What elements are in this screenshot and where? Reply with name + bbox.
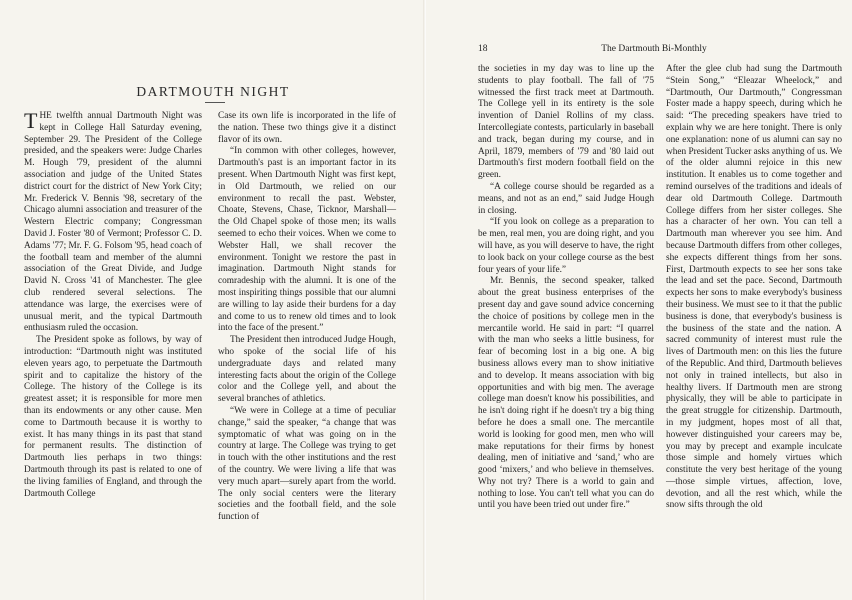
paragraph bbox=[218, 111, 396, 146]
paragraph bbox=[218, 406, 396, 524]
paragraph-text: Mr. Bennis, the second speaker, talked about the great business enterprises of the present day and gave sound advice concerning the choice of positions by college men in the mercantile world. He said in part: “I quarrel with the man who seeks a little business, for fear of becoming lost in a big one. A big business allows every man to show initiative and to develop. It means association with big opportunities and with big men. The average college man doesn't know his possibilities, and he isn't doing right if he doesn't try a big thing before he does a small one. The mercantile world is looking for good men, men who will make reputations for their firms by honest dealing, men of initiative and ‘sand,’ who are good ‘mixers,’ and who believe in themselves. Why not try? There is a world to gain and nothing to lose. You can't tell what you can do until you have been tried out under fire.” bbox=[478, 276, 654, 511]
article-title: DARTMOUTH NIGHT bbox=[136, 84, 290, 99]
paragraph-text: “In common with other colleges, however, Dartmouth's past is an important factor in its present. When Dartmouth Night was first kept, in Old Dartmouth, we relied on our environment to recall the past. Webster, Choate, Stevens, Chase, Ticknor, Marshall—the Old Chapel spoke of those men; its walls seemed to echo their voices. When we come to Webster Hall, we shall recover the environment. Tonight we restore the past in imagination. Dartmouth Night stands for comradeship with the alumni. It is one of the most inspiriting things possible that our alumni are willing to lay aside their burdens for a day and come to us to renew old times and to look into the face of the present.” bbox=[218, 146, 396, 334]
paragraph bbox=[478, 64, 654, 182]
paragraph-text: HE twelfth annual Dartmouth Night was kept in College Hall Saturday evening, September 29. The President of the College presided, and the speakers were: Judge Charles M. Hough '79, president of the alumni association and judge of the United States district court for the district of New York City; Mr. Frederick V. Bennis '98, secretary of the Chicago alumni association and treasurer of the Western Electric company; Congressman David J. Foster '80 of Vermont; Professor C. D. Adams '77; Mr. F. G. Folsom '95, head coach of the football team and member of the alumni association of the Great Divide, and Judge David N. Cross '41 of Manchester. The glee club rendered several selections. The attendance was large, the exercises were of unusual merit, and the typical Dartmouth enthusiasm ruled the occasion. bbox=[24, 111, 202, 334]
left-page-column-2 bbox=[218, 111, 396, 524]
paragraph-text: “A college course should be regarded as a means, and not as an end,” said Judge Hough in closing. bbox=[478, 181, 654, 216]
paragraph-text: The President spoke as follows, by way of introduction: “Dartmouth night was instituted eleven years ago, to perpetuate the Dartmouth spirit and to capitalize the history of the College. The history of the College is its greatest asset; it is responsible for more men than its endowments or any other cause. Men come to Dartmouth because it is worthy to exist. It has many things in its past that stand for permanent results. The distinction of Dartmouth lies perhaps in two things: Dartmouth through its past is related to one of the living families of England, and through the Dartmouth College bbox=[24, 335, 202, 499]
paragraph bbox=[478, 217, 654, 276]
paragraph-text: The President then introduced Judge Hough, who spoke of the social life of his undergraduate days and related many interesting facts about the origin of the College color and the College yell, and about the several branches of athletics. bbox=[218, 335, 396, 405]
paragraph bbox=[478, 276, 654, 512]
right-page-column-2 bbox=[666, 64, 842, 512]
paragraph-text: Case its own life is incorporated in the life of the nation. These two things give it a distinct flavor of its own. bbox=[218, 111, 396, 145]
right-page-column-1 bbox=[478, 64, 654, 512]
paragraph bbox=[666, 64, 842, 512]
paragraph bbox=[24, 108, 202, 335]
paragraph-text: After the glee club had sung the Dartmouth “Stein Song,” “Eleazar Wheelock,” and “Dartmouth, Our Dartmouth,” Congressman Foster made a happy speech, during which he said: “The preceding speakers have tried to explain why we are here tonight. There is only one explanation: none of us alumni can say no when President Tucker asks anything of us. We of the older alumni rejoice in this new institution. It enables us to come together and remind ourselves of the traditions and ideals of dear old Dartmouth College. Dartmouth College differs from her sister colleges. She has a character of her own. You can tell a Dartmouth man wherever you see him. And because Dartmouth differs from other colleges, she expects different things from her sons. First, Dartmouth expects to see her sons take the lead and set the pace. Second, Dartmouth expects her sons to make everybody's business their business. We must see to it that the public business is done, that everybody's business is the business of the state and the nation. A sacred community of interest must rule the lives of Dartmouth men: on this lies the future of the Republic. And third, Dartmouth believes not only in trained intellects, but also in healthy livers. If Dartmouth men are strong physically, they will be able to participate in the great struggle for citizenship. Dartmouth, in my judgment, hopes most of all that, however distinguished your careers may be, you may by precept and example inculcate those simple and homely virtues which constitute the very best heritage of the young—those simple virtues, affection, love, devotion, and all the rest which, while the snow sifts through the old bbox=[666, 64, 842, 511]
drop-cap: T bbox=[24, 108, 38, 133]
paragraph-text: “If you look on college as a preparation to be men, real men, you are doing right, and you will have, as you will deserve to have, the right to look back on your college course as the best four years of your life.” bbox=[478, 217, 654, 275]
paragraph bbox=[218, 146, 396, 335]
page-number: 18 bbox=[478, 44, 488, 54]
right-page bbox=[426, 0, 852, 600]
left-page-column-1 bbox=[24, 108, 202, 500]
paragraph bbox=[24, 335, 202, 500]
paragraph bbox=[218, 335, 396, 406]
title-rule bbox=[205, 102, 225, 103]
running-head: The Dartmouth Bi-Monthly bbox=[601, 44, 707, 54]
paragraph bbox=[478, 182, 654, 217]
paragraph-text: the societies in my day was to line up the students to play football. The fall of '75 witnessed the first track meet at Dartmouth. The College yell in its entirety is the sole invention of Daniel Rollins of my class. Intercollegiate contests, particularly in baseball and track, began during my course, and in April, 1879, members of '79 and '80 laid out Dartmouth's first modern football field on the green. bbox=[478, 64, 654, 181]
paragraph-text: “We were in College at a time of peculiar change,” said the speaker, “a change that was symptomatic of what was going on in the country at large. The College was trying to get in touch with the other institutions and the rest of the country. We were living a life that was very much apart—surely apart from the world. The only social centers were the literary societies and the football field, and the sole function of bbox=[218, 405, 396, 523]
